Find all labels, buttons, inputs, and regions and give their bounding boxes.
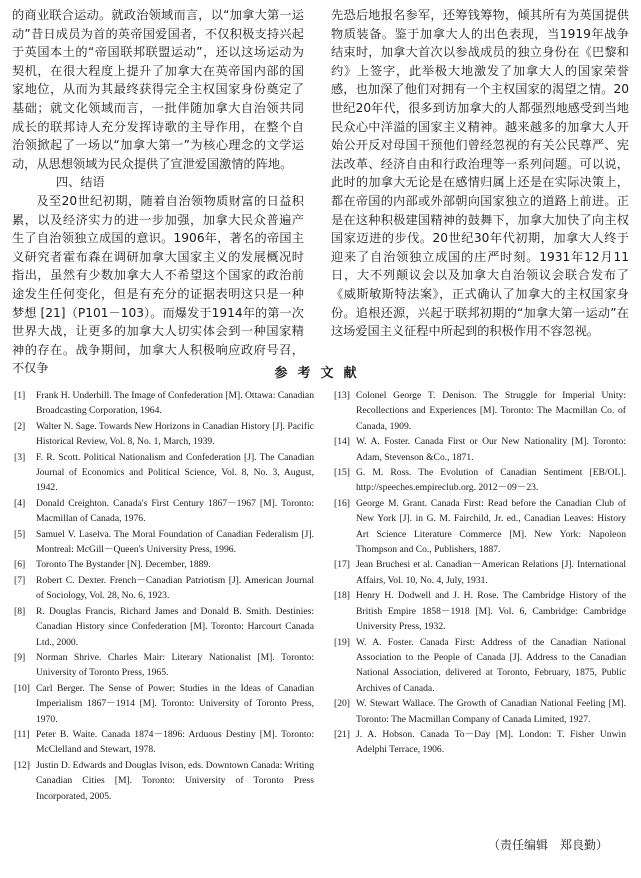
reference-text: R. Douglas Francis, Richard James and Donald B. Smith. Destinies: Canadian History since Confederation [M]. Toronto: Harcourt Canada Ltd., 2000. — [36, 605, 314, 648]
references-list-right — [334, 388, 626, 758]
reference-number: [2] — [14, 420, 26, 432]
reference-text: Samuel V. Laselva. The Moral Foundation of Canadian Federalism [J]. Montreal: McGill－Queen's University Press, 1996. — [36, 528, 314, 556]
reference-number: [15] — [334, 467, 350, 479]
reference-text: Justin D. Edwards and Douglas Ivison, eds. Downtown Canada: Writing Canadian Cities [M]. Toronto: University of Toronto Press Incorporated, 2005. — [36, 759, 314, 802]
references-list-left — [14, 388, 314, 804]
reference-text: F. R. Scott. Political Nationalism and Confederation [J]. The Canadian Journal of Economics and Political Science, Vol. 8, No. 3, August, 1942. — [36, 451, 314, 494]
reference-text: W. A. Foster. Canada First: Address of the Canadian National Association to the People of Canada [J]. Address to the Canadian National Association, delivered at Toronto, February, 1875, Public Archives of Canada. — [356, 636, 626, 694]
reference-item — [334, 727, 626, 758]
reference-item — [14, 758, 314, 804]
reference-number: [4] — [14, 497, 26, 509]
body-paragraph: 先恐后地报名参军，还筹钱筹物，倾其所有为英国提供物质装备。鉴于加拿大人的出色表现，当1919年战争结束时，加拿大首次以参战成员的独立身份在《巴黎和约》上签字，此举极大地激发了加拿大人的国家荣誉感，也加深了他们对拥有一个主权国家的渴望之情。20世纪20年代，很多到访加拿大的人都强烈地感受到当地民众心中洋溢的国家主义精神。越来越多的加拿大人开始公开反对母国干预他们曾经忽视的有关公民尊严、宪法改革、经济自由和行政治理等一系列问题。可以说，此时的加拿大无论是在感情归属上还是在实际决策上，都在帝国的内部或外部朝向国家独立的道路上前进。正是在这种积极建国精神的鼓舞下，加拿大加快了向主权国家迈进的步伐。20世纪30年代初期，加拿大人终于迎来了自治领独立成国的庄严时刻。1931年12月11日，大不列颠议会以及加拿大自治领议会联合发布了《威斯敏斯特法案》，正式确认了加拿大的主权国家身份。追根还源，兴起于联邦初期的“加拿大第一运动”在这场爱国主义征程中所起到的积极作用不容忽视。 — [331, 8, 629, 339]
reference-item — [334, 588, 626, 634]
reference-text: J. A. Hobson. Canada To－Day [M]. London: T. Fisher Unwin Adelphi Terrace, 1906. — [356, 728, 626, 756]
section-heading: 四、结语 — [56, 175, 105, 190]
reference-text: Donald Creighton. Canada's First Century 1867－1967 [M]. Toronto: Macmillan of Canada, 1976. — [36, 497, 314, 525]
reference-text: G. M. Ross. The Evolution of Canadian Sentiment [EB/OL]. http://speeches.empireclub.org. 2012－09－23. — [356, 467, 626, 494]
reference-item — [14, 557, 314, 572]
reference-number: [6] — [14, 559, 26, 571]
reference-text: George M. Grant. Canada First: Read before the Canadian Club of New York [J]. in G. M. Fairchild, Jr. ed., Canadian Leaves: History Art Science Literature Commerce [M]. New York: Napoleon Thompson and Co., Publishers, 1887. — [356, 497, 626, 556]
reference-item — [14, 388, 314, 419]
reference-item — [334, 388, 626, 434]
reference-number: [3] — [14, 451, 26, 463]
reference-number: [17] — [334, 559, 350, 571]
reference-item — [14, 604, 314, 650]
reference-number: [11] — [14, 728, 30, 740]
reference-number: [8] — [14, 605, 26, 617]
reference-number: [13] — [334, 390, 350, 401]
reference-number: [20] — [334, 698, 350, 710]
reference-number: [18] — [334, 590, 350, 602]
reference-text: Colonel George T. Denison. The Struggle for Imperial Unity: Recollections and Experiences [M]. Toronto: The Macmillan Co. of Canada, 1909. — [356, 390, 626, 432]
reference-number: [19] — [334, 636, 350, 648]
reference-item — [14, 681, 314, 727]
reference-number: [10] — [14, 682, 30, 694]
reference-text: Peter B. Waite. Canada 1874－1896: Arduous Destiny [M]. Toronto: McClelland and Stewart, 1978. — [36, 728, 314, 756]
body-paragraph: 及至20世纪初期，随着自治领物质财富的日益积累，以及经济实力的进一步加强，加拿大民众普遍产生了自治领独立成国的意识。1906年，著名的帝国主义研究者霍布森在调研加拿大国家主义的发展概况时指出，虽然有少数加拿大人不希望这个国家的政治前途发生任何变化，但是有充分的证据表明这只是一种梦想 [21]（P101－103）。而爆发于1914年的第一次世界大战，让更多的加拿大人切实体会到一种国家精神的存在。战争期间，加拿大人积极响应政府号召，不仅争 — [12, 193, 304, 376]
reference-item — [14, 573, 314, 604]
left-text-column — [12, 6, 304, 378]
reference-number: [9] — [14, 651, 26, 663]
right-text-column — [331, 6, 629, 341]
reference-item — [334, 696, 626, 727]
reference-number: [5] — [14, 528, 26, 540]
reference-text: Norman Shrive. Charles Mair: Literary Nationalist [M]. Toronto: University of Toronto Press, 1965. — [36, 651, 314, 679]
reference-item — [14, 727, 314, 758]
reference-text: Jean Bruchesi et al. Canadian－American Relations [J]. International Affairs, Vol. 10, No. 4, July, 1931. — [356, 559, 626, 586]
reference-number: [12] — [14, 759, 30, 771]
reference-number: [1] — [14, 390, 26, 401]
reference-text: Robert C. Dexter. French－Canadian Patriotism [J]. American Journal of Sociology, Vol. 28, No. 6, 1923. — [36, 574, 314, 602]
reference-item — [334, 635, 626, 697]
reference-item — [334, 496, 626, 558]
reference-number: [14] — [334, 436, 350, 448]
body-paragraph: 的商业联合运动。就政治领域而言，以“加拿大第一运动”昔日成员为首的英帝国爱国者，不仅积极支持兴起于英国本土的“帝国联邦联盟运动”，还以这场运动为契机，在很大程度上提升了加拿大在英帝国内部的国家地位，从而为其最终获得完全主权国家身份奠定了基础；就文化领域而言，一批伴随加拿大自治领共同成长的联邦诗人充分发挥诗歌的主导作用，在整个自治领掀起了一场以“加拿大第一”为核心理念的文学运动，从思想领域为民众提供了宣泄爱国激情的阵地。 — [12, 8, 304, 171]
reference-text: Henry H. Dodwell and J. H. Rose. The Cambridge History of the British Empire 1858－1918 [M]. Vol. 6, Cambridge: Cambridge University Press, 1932. — [356, 590, 626, 633]
reference-text: W. Stewart Wallace. The Growth of Canadian National Feeling [M]. Toronto: The Macmillan Company of Canada Limited, 1927. — [356, 698, 626, 725]
reference-item — [14, 419, 314, 450]
reference-item — [334, 557, 626, 588]
editor-note: （责任编辑 郑良勤） — [488, 838, 609, 852]
reference-item — [334, 434, 626, 465]
reference-text: Walter N. Sage. Towards New Horizons in Canadian History [J]. Pacific Historical Review, Vol. 8, No. 1, March, 1939. — [36, 420, 314, 448]
reference-text: Frank H. Underhill. The Image of Confederation [M]. Ottawa: Canadian Broadcasting Corporation, 1964. — [36, 390, 314, 417]
reference-text: W. A. Foster. Canada First or Our New Nationality [M]. Toronto: Adam, Stevenson &Co., 1871. — [356, 436, 626, 463]
reference-number: [16] — [334, 497, 350, 509]
reference-item — [14, 650, 314, 681]
reference-text: Toronto The Bystander [N]. December, 1889. — [36, 559, 211, 571]
references-title: 参考文献 — [274, 366, 367, 381]
reference-item — [334, 465, 626, 496]
reference-number: [7] — [14, 574, 26, 586]
reference-number: [21] — [334, 728, 350, 740]
reference-item — [14, 527, 314, 558]
reference-item — [14, 496, 314, 527]
reference-text: Carl Berger. The Sense of Power: Studies in the Ideas of Canadian Imperialism 1867－1914 [M]. Toronto: University of Toronto Press, 1970. — [36, 682, 314, 725]
reference-item — [14, 450, 314, 496]
